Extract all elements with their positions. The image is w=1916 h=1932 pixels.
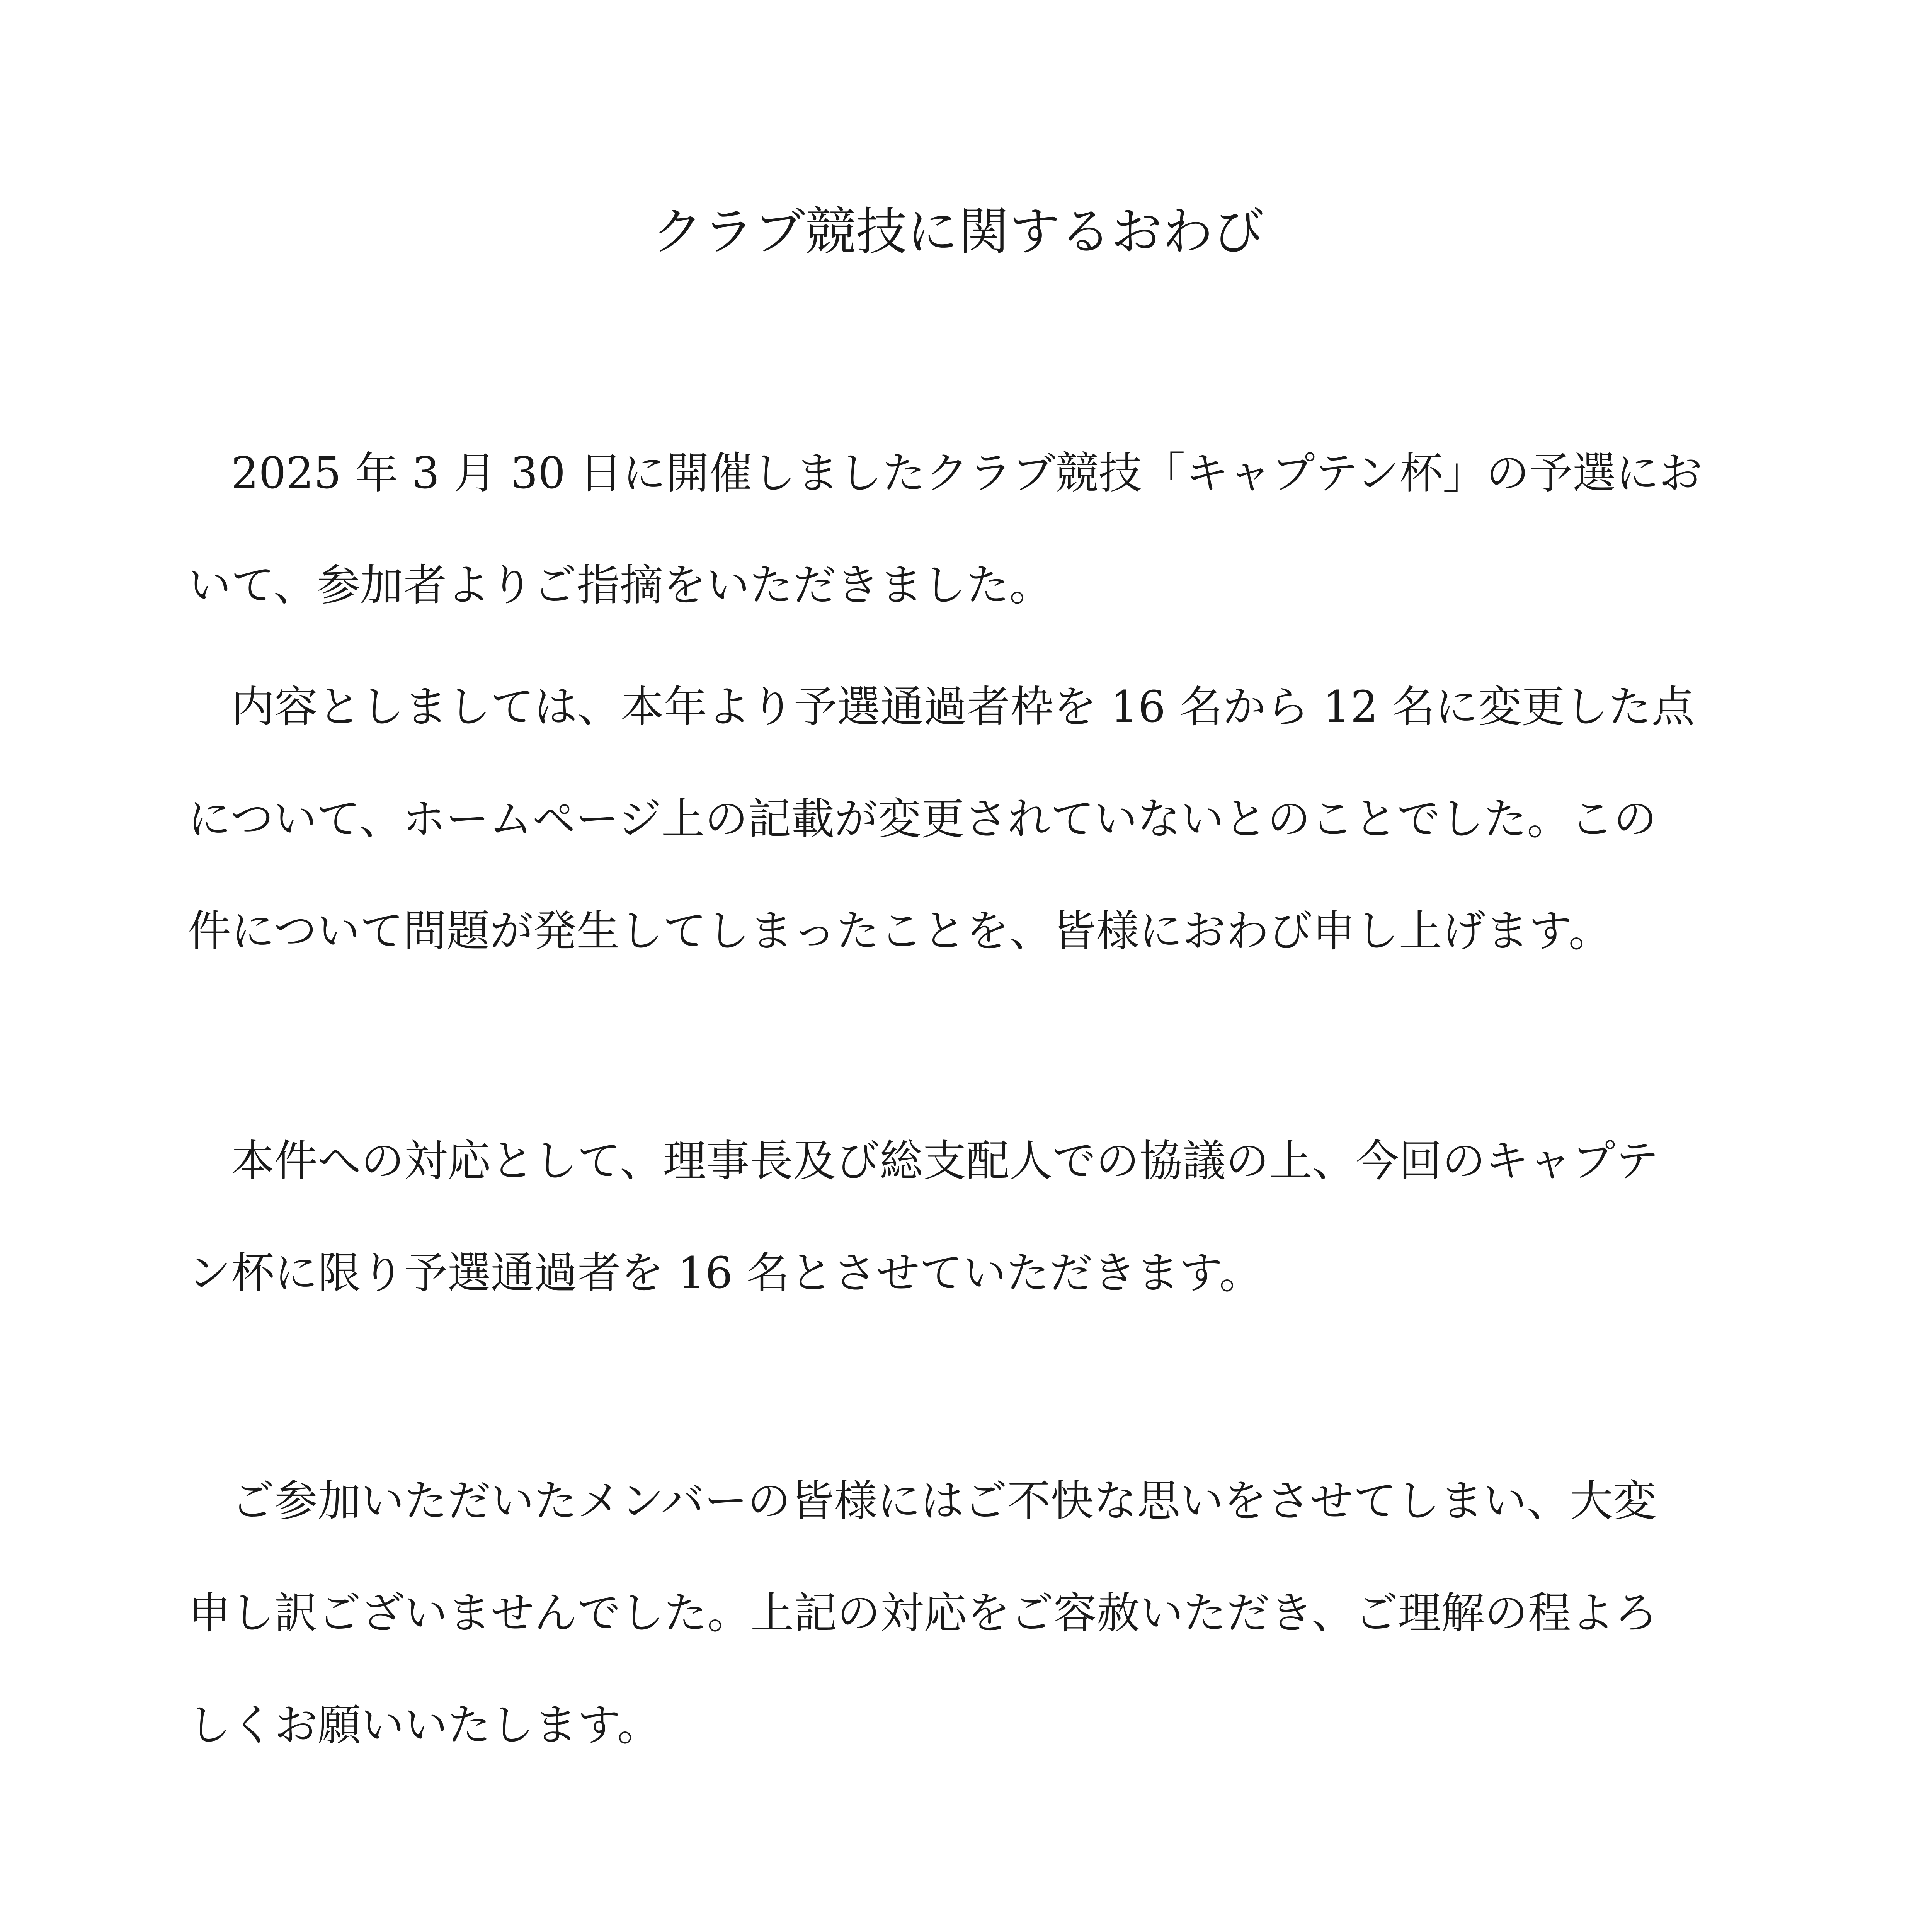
paragraph-3-line-1: 本件への対応として、理事長及び総支配人での協議の上、今回のキャプテ: [188, 1136, 1659, 1186]
paragraph-1-line-2: いて、参加者よりご指摘をいただきました。: [188, 560, 1053, 611]
document-title: クラブ競技に関するおわび: [652, 202, 1264, 262]
paragraph-2-line-3: 件について問題が発生してしまったことを、皆様におわび申し上げます。: [188, 906, 1612, 956]
paragraph-2-line-1: 内容としましては、本年より予選通過者枠を 16 名から 12 名に変更した点: [188, 682, 1695, 732]
paragraph-4-line-2: 申し訳ございませんでした。上記の対応をご容赦いただき、ご理解の程よろ: [188, 1588, 1658, 1638]
paragraph-4-line-1: ご参加いただいたメンバーの皆様にはご不快な思いをさせてしまい、大変: [188, 1476, 1657, 1526]
paragraph-2-line-2: について、ホームページ上の記載が変更されていないとのことでした。この: [188, 794, 1657, 844]
paragraph-1-line-1: 2025 年 3 月 30 日に開催しましたクラブ競技「キャプテン杯」の予選にお: [188, 448, 1703, 498]
paragraph-4-line-3: しくお願いいたします。: [188, 1700, 661, 1750]
paragraph-3-line-2: ン杯に限り予選通過者を 16 名とさせていただきます。: [188, 1248, 1263, 1298]
